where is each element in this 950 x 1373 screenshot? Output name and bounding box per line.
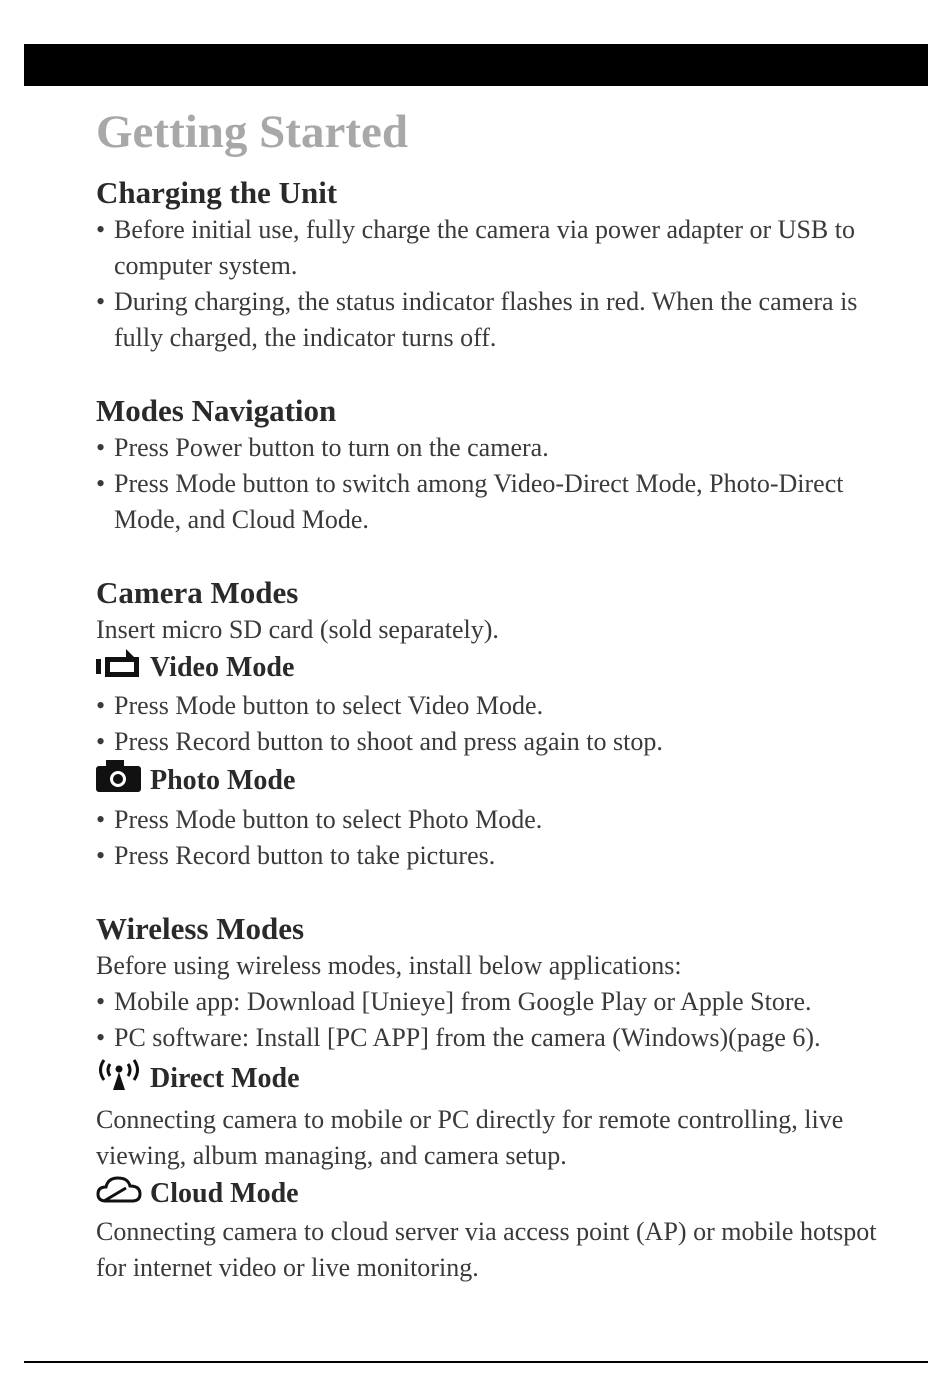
wireless-modes-intro: Before using wireless modes, install below applications: [96,951,682,980]
camera-icon [96,760,142,802]
photo-mode-label: Photo Mode [150,765,296,796]
photo-mode-list [96,802,886,874]
cloud-mode-heading [96,1174,886,1214]
wireless-modes-section [96,910,886,1286]
list-item: • During charging, the status indicator flashes in red. When the camera is fully charged, the indicator turns off. [96,284,886,356]
page-content [96,104,886,1286]
modes-navigation-heading: Modes Navigation [96,393,337,428]
list-item: • Press Mode button to select Video Mode. [96,688,886,724]
video-mode-label: Video Mode [150,652,295,683]
charging-section [96,174,886,356]
list-item: • PC software: Install [PC APP] from the camera (Windows)(page 6). [96,1020,886,1056]
direct-mode-text: Connecting camera to mobile or PC directly for remote controlling, live viewing, album managing, and camera setup. [96,1105,844,1170]
list-item: • Mobile app: Download [Unieye] from Google Play or Apple Store. [96,984,886,1020]
wireless-icon [96,1056,142,1102]
list-item: • Press Record button to shoot and press again to stop. [96,724,886,760]
modes-navigation-list [96,430,886,538]
list-item: • Press Record button to take pictures. [96,838,886,874]
direct-mode-label: Direct Mode [150,1063,300,1094]
list-item: • Press Mode button to switch among Video-Direct Mode, Photo-Direct Mode, and Cloud Mode. [96,466,886,538]
list-item: • Press Power button to turn on the camera. [96,430,886,466]
cloud-icon [96,1174,142,1214]
list-item: • Press Mode button to select Photo Mode. [96,802,886,838]
header-bar [24,44,928,86]
page-title: Getting Started [96,106,408,158]
camera-modes-section [96,574,886,874]
wireless-modes-heading: Wireless Modes [96,911,305,946]
footer-rule [24,1361,928,1363]
wireless-modes-list [96,984,886,1056]
charging-heading: Charging the Unit [96,175,338,210]
video-mode-list [96,688,886,760]
video-camera-icon [96,648,142,688]
cloud-mode-label: Cloud Mode [150,1178,299,1209]
camera-modes-heading: Camera Modes [96,575,299,610]
charging-list [96,212,886,356]
photo-mode-heading [96,760,886,802]
modes-navigation-section [96,392,886,538]
camera-modes-intro: Insert micro SD card (sold separately). [96,615,499,644]
direct-mode-heading [96,1056,886,1102]
list-item: • Before initial use, fully charge the camera via power adapter or USB to computer system. [96,212,886,284]
video-mode-heading [96,648,886,688]
cloud-mode-text: Connecting camera to cloud server via access point (AP) or mobile hotspot for internet video or live monitoring. [96,1217,877,1282]
